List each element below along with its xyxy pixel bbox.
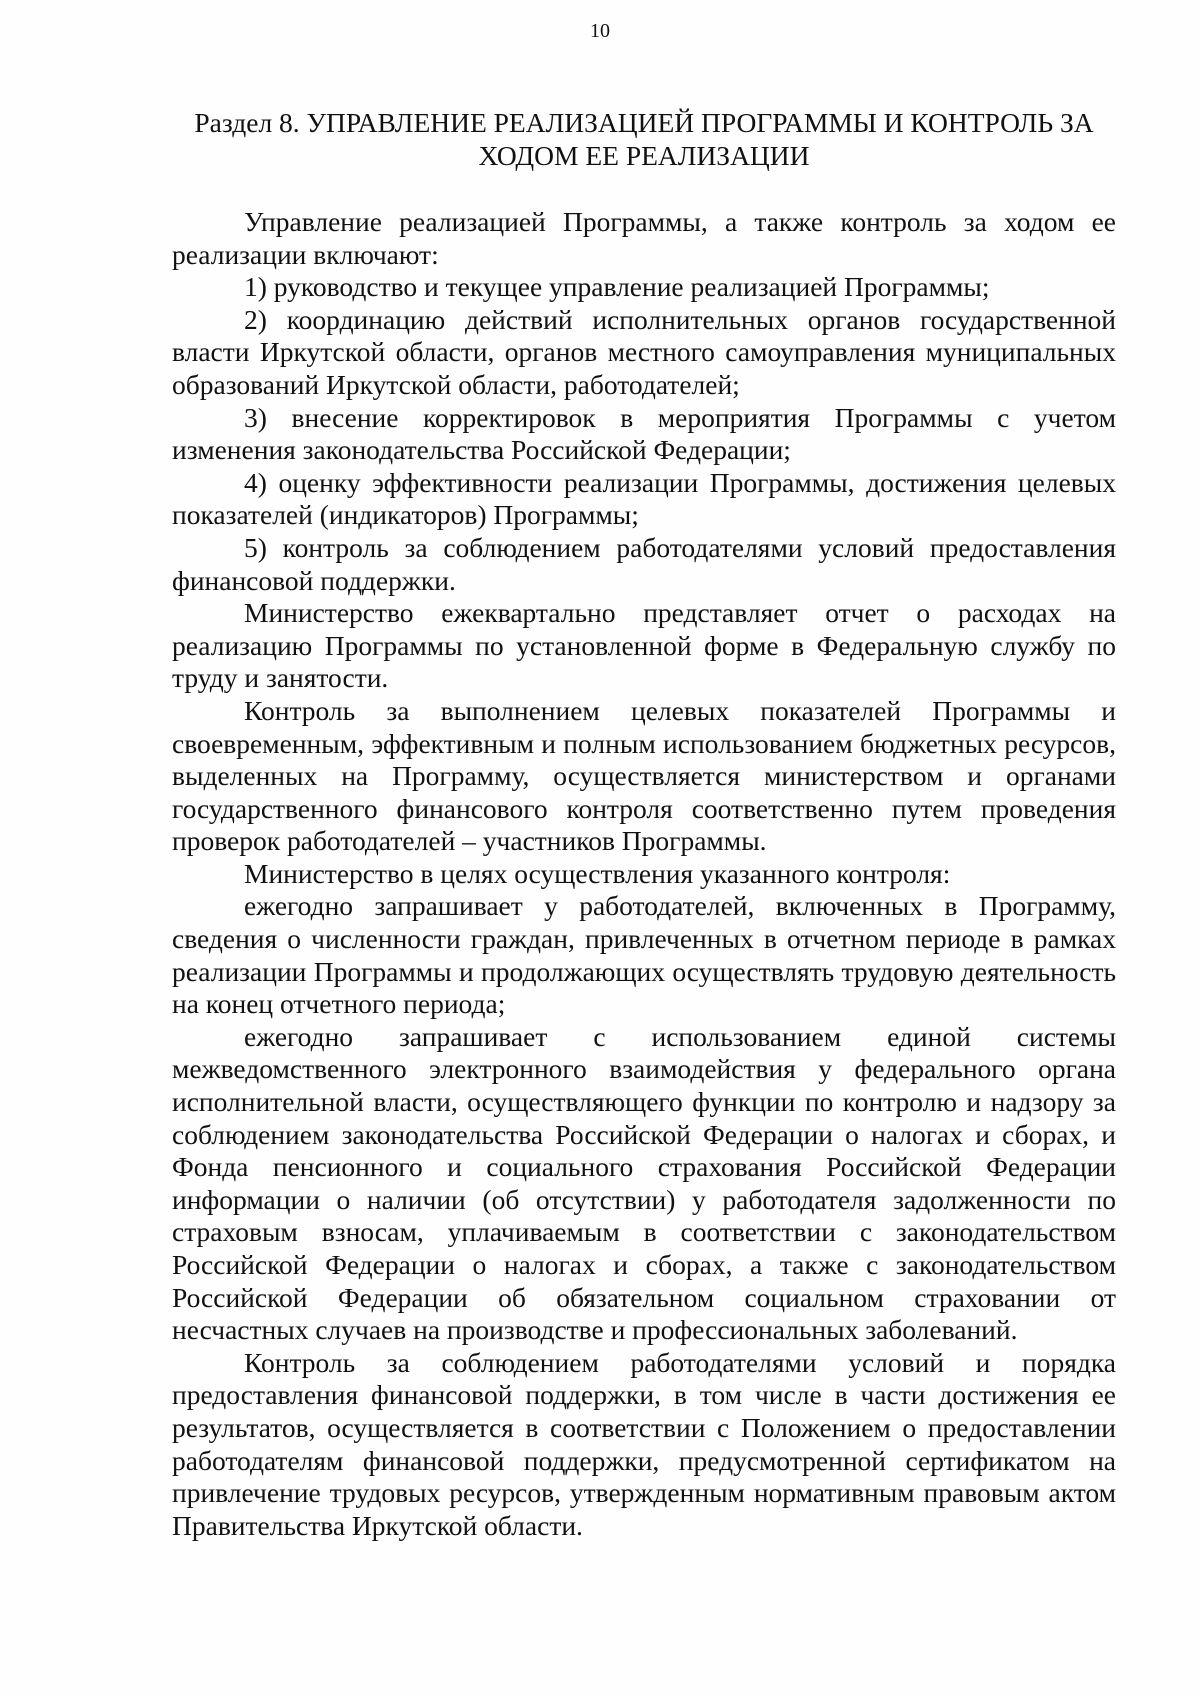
paragraph-annual-request-employers: ежегодно запрашивает у работодателей, включенных в Программу, сведения о численности граждан, привлеченных в отчетном периоде в рамках реализации Программы и продолжающих осуществлять трудовую деятельность на конец отчетного периода; [172, 890, 1116, 1020]
list-item-5: 5) контроль за соблюдением работодателями условий предоставления финансовой поддержки. [172, 531, 1116, 596]
paragraph-ministry-control: Министерство в целях осуществления указанного контроля: [244, 857, 951, 889]
list-item-3: 3) внесение корректировок в мероприятия Программы с учетом изменения законодательства Российской Федерации; [172, 401, 1116, 466]
section-heading-line-1: Раздел 8. УПРАВЛЕНИЕ РЕАЛИЗАЦИЕЙ ПРОГРАММЫ И КОНТРОЛЬ ЗА [194, 107, 1094, 138]
page-number: 10 [590, 20, 610, 42]
list-item-4: 4) оценку эффективности реализации Программы, достижения целевых показателей (индикаторов) Программы; [172, 466, 1116, 531]
document-body [172, 206, 1116, 1542]
section-heading-line-2: ХОДОМ ЕЕ РЕАЛИЗАЦИИ [478, 140, 810, 171]
list-item-1: 1) руководство и текущее управление реализацией Программы; [244, 271, 990, 303]
list-item-2: 2) координацию действий исполнительных органов государственной власти Иркутской области, органов местного самоуправления муниципальных образований Иркутской области, работодателей; [172, 303, 1116, 400]
paragraph-control-targets: Контроль за выполнением целевых показателей Программы и своевременным, эффективным и полным использованием бюджетных ресурсов, выделенных на Программу, осуществляется министерством и органами государственного финансового контроля соответственно путем проведения проверок работодателей – участников Программы. [172, 694, 1116, 857]
paragraph-quarterly-report: Министерство ежеквартально представляет отчет о расходах на реализацию Программы по установленной форме в Федеральную службу по труду и занятости. [172, 597, 1116, 694]
paragraph-control-conditions: Контроль за соблюдением работодателями условий и порядка предоставления финансовой поддержки, в том числе в части достижения ее результатов, осуществляется в соответствии с Положением о предоставлении работодателям финансовой поддержки, предусмотренной сертификатом на привлечение трудовых ресурсов, утвержденным нормативным правовым актом Правительства Иркутской области. [172, 1346, 1116, 1541]
paragraph-annual-request-interagency: ежегодно запрашивает с использованием единой системы межведомственного электронного взаимодействия у федерального органа исполнительной власти, осуществляющего функции по контролю и надзору за соблюдением законодательства Российской Федерации о налогах и сборах, и Фонда пенсионного и социального страхования Российской Федерации информации о наличии (об отсутствии) у работодателя задолженности по страховым взносам, уплачиваемым в соответствии с законодательством Российской Федерации о налогах и сборах, а также с законодательством Российской Федерации об обязательном социальном страховании от несчастных случаев на производстве и профессиональных заболеваний. [172, 1020, 1116, 1346]
section-heading [170, 106, 1118, 172]
paragraph-intro: Управление реализацией Программы, а также контроль за ходом ее реализации включают: [172, 206, 1116, 270]
